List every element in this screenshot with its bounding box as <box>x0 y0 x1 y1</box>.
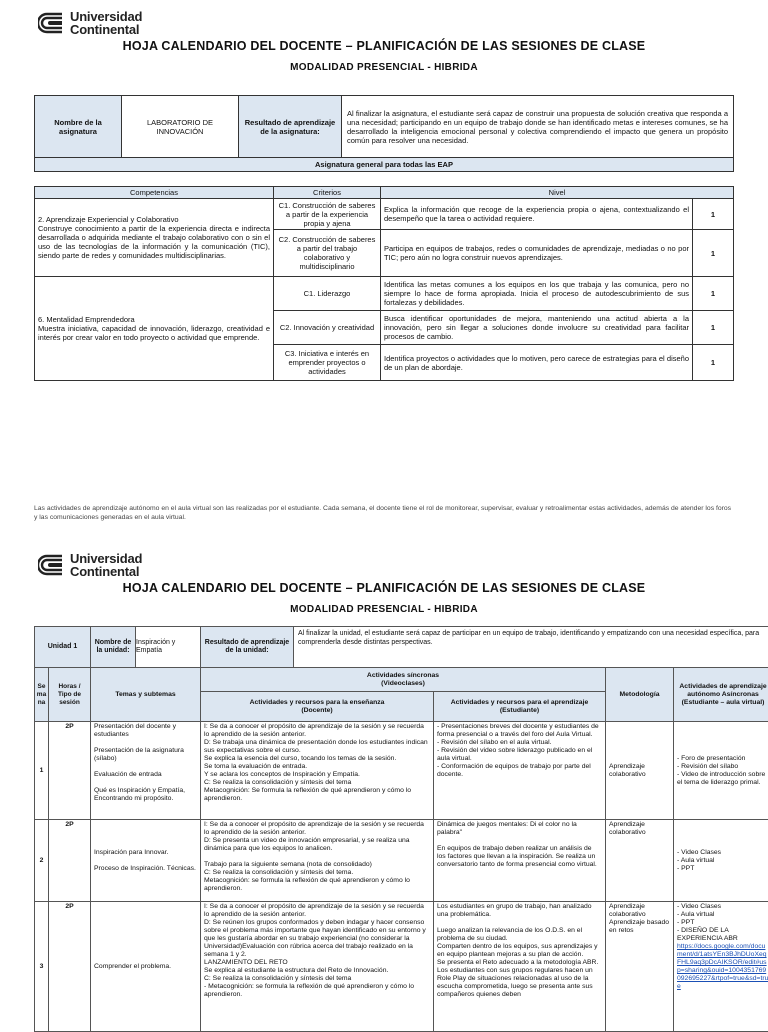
criterion-level: 1 <box>693 199 734 230</box>
semana-header: Semana <box>35 668 49 722</box>
competencies-table <box>34 186 734 381</box>
autonomous-activities-note: Las actividades de aprendizaje autónomo en el aula virtual son las realizadas por el estudiante. Cada semana, el docente tiene el rol de monitorear, supervisar, evaluar y retroalimentar estas actividades, además de atender los foros y las comunicaciones generadas en el aula virtual. <box>34 504 734 522</box>
week-number: 2 <box>35 820 49 902</box>
sync-activities-header: Actividades síncronas (Videoclases) <box>201 668 606 692</box>
table-row <box>35 722 768 820</box>
competency-2: 6. Mentalidad Emprendedora Muestra iniciativa, capacidad de innovación, liderazgo, creatividad e interés por crear valor en todo proyecto o actividad que emprende. <box>35 277 274 381</box>
course-info-footer: Asignatura general para todas las EAP <box>35 158 734 172</box>
docente-header: Actividades y recursos para la enseñanza (Docente) <box>201 692 434 722</box>
week-number: 3 <box>35 902 49 1032</box>
horas-header: Horas / Tipo de sesión <box>49 668 91 722</box>
criterion-level: 1 <box>693 311 734 345</box>
methodology: Aprendizaje colaborativo <box>606 722 674 820</box>
criterion-name: C2. Construcción de saberes a partir del trabajo colaborativo y multidisciplinario <box>274 230 381 277</box>
session-hours: 2P <box>49 722 91 820</box>
estudiante-header: Actividades y recursos para el aprendizaje (Estudiante) <box>434 692 606 722</box>
criterion-description: Explica la información que recoge de la experiencia propia o ajena, contextualizando el desempeño que la tarea o actividad requiere. <box>381 199 693 230</box>
abr-document-link[interactable]: https://docs.google.com/document/d/1atsYEn3BJhDUoXeqFHL9aq3pDcAIKSOR/edit#usp=sharing&ouid=1004351769092695227&rtpof=true&sd=true <box>677 943 768 991</box>
criterion-description: Identifica proyectos o actividades que lo motiven, pero carece de estrategias para el diseño de un plan de abordaje. <box>381 345 693 381</box>
topics: Inspiración para Innovar. Proceso de Inspiración. Técnicas. <box>91 820 201 902</box>
university-logo <box>38 10 142 36</box>
criteria-header: Criterios <box>274 187 381 199</box>
table-row <box>35 902 768 1032</box>
unit-result-label: Resultado de aprendizaje de la unidad: <box>201 627 294 667</box>
teacher-activities: I: Se da a conocer el propósito de aprendizaje de la sesión y se recuerda lo aprendido de la sesión anterior. D: Se reúnen los grupos conformados y deben indagar y hacer consenso sobre el problema más importante que hayan identificado en su entorno y que les gustaría abordar en su trabajo experiencial (no considerar la Universidad)Evaluación con rúbrica acerca del trabajo realizado en la semana 1 y 2. LANZAMIENTO DEL RETO Se explica al estudiante la estructura del Reto de Innovación. C: Se realiza la consolidación y síntesis del tema - Metacognición: se formula la reflexión de qué aprendieron y cómo lo aprendieron. <box>201 902 434 1032</box>
methodology: Aprendizaje colaborativo Aprendizaje basado en retos <box>606 902 674 1032</box>
course-info-table <box>34 95 734 172</box>
student-activities: Dinámica de juegos mentales: Di el color no la palabra" En equipos de trabajo deben realizar un análisis de los factores que llevan a la inspiración. Se realiza un conversatorio tanto de forma presencial como virtual. <box>434 820 606 902</box>
student-activities: - Presentaciones breves del docente y estudiantes de forma presencial o a través del foro del Aula Virtual. - Revisión del sílabo en el aula virtual. - Revisión del video sobre liderazgo publicado en el aula virtual. - Conformación de equipos de trabajo por parte del docente. <box>434 722 606 820</box>
topics: Comprender el problema. <box>91 902 201 1032</box>
competencies-header: Competencias <box>35 187 274 199</box>
logo-line1: Universidad <box>70 552 142 565</box>
unit-label: Unidad 1 <box>35 627 91 668</box>
competency-1: 2. Aprendizaje Experiencial y Colaborativo Construye conocimiento a partir de la experiencia directa e indirecta desarrollada o adquirida mediante el trabajo colaborativo con o sin el uso de las tecnologías de la información y la comunicación (TIC), siendo parte de redes y comunidades multidisciplinarias. <box>35 199 274 277</box>
async-activities: - Video Clases - Aula virtual - PPT <box>674 820 768 902</box>
teacher-activities: I: Se da a conocer el propósito de aprendizaje de la sesión y se recuerda lo aprendido de la sesión anterior. D: Se presenta un video de innovación empresarial, y se realiza una dinámica para que los equipos lo analicen. Trabajo para la siguiente semana (nota de consolidado) C: Se realiza la consolidación y síntesis del tema. Metacognición: se formula la reflexión de qué aprendieron y cómo lo aprendieron. <box>201 820 434 902</box>
session-hours: 2P <box>49 902 91 1032</box>
criterion-name: C3. Iniciativa e interés en emprender proyectos o actividades <box>274 345 381 381</box>
unit-name-value: Inspiración y Empatía <box>136 627 200 667</box>
student-activities: Los estudiantes en grupo de trabajo, han analizado una problemática. Luego analizan la relevancia de los O.D.S. en el problema de su ciudad. Comparten dentro de los equipos, sus aprendizajes y en equipo plantean mejoras a su plan de acción. Se presenta el Reto adecuado a la metodología ABR. Los estudiantes con sus grupos regulares hacen un Role Play de situaciones relacionadas al uso de la escucha comprometida, luego se presenta ante sus compañeros quienes deben <box>434 902 606 1032</box>
criterion-name: C2. Innovación y creatividad <box>274 311 381 345</box>
criterion-level: 1 <box>693 345 734 381</box>
async-activities: - Video Clases - Aula virtual - PPT - DISEÑO DE LA EXPERIENCIA ABR <box>677 903 768 943</box>
criterion-level: 1 <box>693 277 734 311</box>
teacher-activities: I: Se da a conocer el propósito de aprendizaje de la sesión y se recuerda lo aprendido de la sesión anterior. D: Se trabaja una dinámica de presentación donde los estudiantes indican sus expectativas sobre el curso. Se explica la esencia del curso, tocando los temas de la sesión. Se toma la evaluación de entrada. Y se aclara los conceptos de Inspiración y Empatía. C: Se realiza la consolidación y síntesis del tema Metacognición: Se formula la reflexión de qué aprendieron y cómo lo aprendieron. <box>201 722 434 820</box>
criterion-name: C1. Liderazgo <box>274 277 381 311</box>
logo-line2: Continental <box>70 565 142 578</box>
temas-header: Temas y subtemas <box>91 668 201 722</box>
page-title-2: HOJA CALENDARIO DEL DOCENTE – PLANIFICACIÓN DE LAS SESIONES DE CLASE <box>0 581 768 595</box>
criterion-name: C1. Construcción de saberes a partir de la experiencia propia y ajena <box>274 199 381 230</box>
table-row <box>35 820 768 902</box>
logo-line2: Continental <box>70 23 142 36</box>
session-hours: 2P <box>49 820 91 902</box>
week-number: 1 <box>35 722 49 820</box>
continental-logo-icon <box>38 12 64 34</box>
university-logo-2 <box>38 552 142 578</box>
methodology: Aprendizaje colaborativo <box>606 820 674 902</box>
logo-line1: Universidad <box>70 10 142 23</box>
continental-logo-icon <box>38 554 64 576</box>
page-subtitle: MODALIDAD PRESENCIAL - HIBRIDA <box>0 62 768 73</box>
session-plan-table <box>34 626 768 1032</box>
page-title: HOJA CALENDARIO DEL DOCENTE – PLANIFICACIÓN DE LAS SESIONES DE CLASE <box>0 39 768 53</box>
course-result-value: Al finalizar la asignatura, el estudiante será capaz de construir una propuesta de solución creativa que responda a una necesidad; participando en un equipo de trabajo donde se han identificado metas e intereses comunes, se ha desarrollado la inteligencia emocional personal y colectiva comprendiendo el impacto que genera un propósito común para resolver una necesidad. <box>342 96 734 158</box>
criterion-description: Identifica las metas comunes a los equipos en los que trabaja y las comunica, pero no siempre lo hace de forma apropiada. Inicia el proceso de autodescubrimiento de sus fortalezas y debilidades. <box>381 277 693 311</box>
criterion-description: Participa en equipos de trabajos, redes o comunidades de aprendizaje, mediadas o no por TIC; pero aún no logra construir nuevos aprendizajes. <box>381 230 693 277</box>
criterion-description: Busca identificar oportunidades de mejora, manteniendo una actitud abierta a la innovación, pero sin llegar a soluciones donde involucre su creatividad para facilitar procesos de cambio. <box>381 311 693 345</box>
criterion-level: 1 <box>693 230 734 277</box>
async-activities: - Foro de presentación - Revisión del sílabo - Video de introducción sobre el tema de liderazgo primal. <box>674 722 768 820</box>
metodologia-header: Metodología <box>606 668 674 722</box>
async-activities-header: Actividades de aprendizaje autónomo Asíncronas (Estudiante – aula virtual) <box>674 668 768 722</box>
course-name-value: LABORATORIO DE INNOVACIÓN <box>122 96 239 158</box>
topics: Presentación del docente y estudiantes Presentación de la asignatura (sílabo) Evaluación de entrada Qué es Inspiración y Empatía, Encontrando mi propósito. <box>91 722 201 820</box>
page-subtitle-2: MODALIDAD PRESENCIAL - HIBRIDA <box>0 604 768 615</box>
level-header: Nivel <box>381 187 734 199</box>
unit-result-value: Al finalizar la unidad, el estudiante será capaz de participar en un equipo de trabajo, identificando y empatizando con una necesidad específica, para comprenderla desde distintas perspectivas. <box>294 627 768 667</box>
course-result-label: Resultado de aprendizaje de la asignatura: <box>239 96 342 158</box>
course-name-label: Nombre de la asignatura <box>35 96 122 158</box>
unit-name-label: Nombre de la unidad: <box>91 627 136 667</box>
